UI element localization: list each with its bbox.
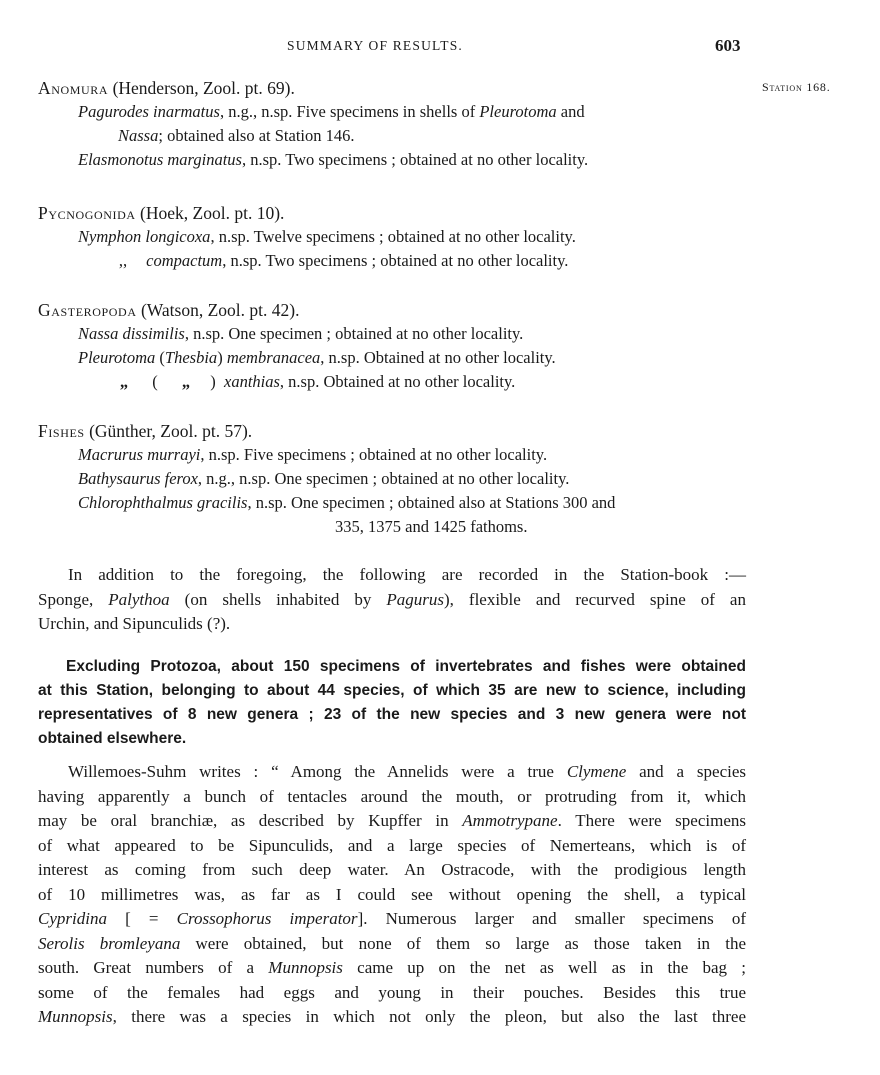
entry-text: , n.sp. One specimen ; obtained at no other locality.: [184, 324, 524, 343]
entry-text: , n.sp. Twelve specimens ; obtained at no other locality.: [210, 227, 576, 246]
species-entry: [38, 346, 758, 370]
species-name: Macrurus murrayi: [78, 445, 201, 464]
station-summary-paragraph: [38, 655, 746, 751]
section-pycnogonida: [38, 201, 758, 273]
ditto-mark: ,,: [118, 251, 128, 270]
text-run: Sponge,: [38, 589, 109, 609]
section-reference: (Henderson, Zool. pt. 69).: [108, 78, 295, 98]
section-heading: [38, 201, 758, 225]
section-name: Gasteropoda: [38, 300, 137, 320]
section-anomura: [38, 76, 758, 172]
species-entry-continuation: [38, 515, 758, 539]
entry-text: , n.sp. Obtained at no other locality.: [320, 348, 556, 367]
section-heading: [38, 419, 758, 443]
running-head-title: SUMMARY OF RESULTS.: [287, 38, 463, 53]
species-name: Pagurodes inarmatus: [78, 102, 220, 121]
text-line: Urchin, and Sipunculids (?).: [38, 614, 231, 633]
text-run: (on shells inhabited by: [169, 589, 387, 609]
text-line: [38, 588, 746, 613]
species-name: compactum: [146, 251, 223, 270]
text-run: and a species: [626, 762, 746, 781]
text-line: [38, 907, 746, 932]
entry-text: (: [155, 348, 165, 367]
entry-text: , n.sp. Obtained at no other locality.: [279, 372, 516, 391]
text-line: of 10 millimetres was, as far as I could see without opening the shell, a typical: [38, 884, 746, 904]
species-name: Pleurotoma: [479, 102, 557, 121]
species-name: Elasmonotus marginatus: [78, 150, 242, 169]
species-name: Munnopsis: [38, 1007, 113, 1026]
species-name: Ammotrypane: [462, 811, 558, 830]
species-entry: [38, 249, 758, 273]
text-line: at this Station, belonging to about 44 species, of which 35 are new to science, including: [38, 682, 746, 699]
section-heading: [38, 298, 758, 322]
text-run: may be oral branchiæ, as described by Kupffer in: [38, 811, 463, 830]
entry-text: , n.g., n.sp. Five specimens in shells of: [219, 102, 480, 121]
species-name: Pagurus: [386, 589, 444, 609]
text-line: [38, 932, 746, 957]
species-name: Bathysaurus ferox: [78, 469, 198, 488]
running-head: [0, 36, 880, 58]
entry-text: , n.sp. Five specimens ; obtained at no other locality.: [200, 445, 548, 464]
text-line: [38, 809, 746, 834]
section-fishes: [38, 419, 758, 539]
entry-text: ): [217, 348, 227, 367]
open-paren: (: [152, 372, 158, 391]
species-name: Nassa dissimilis: [78, 324, 185, 343]
entry-text: and: [556, 102, 585, 121]
entry-text: ; obtained also at Station 146.: [158, 126, 355, 145]
species-name: Munnopsis: [268, 958, 343, 977]
station-book-paragraph: [38, 563, 746, 637]
text-line: interest as coming from such deep water. An Ostracode, with the prodigious length: [38, 860, 746, 879]
text-line: [38, 760, 746, 785]
text-run: ]. Numerous larger and smaller specimens of: [357, 909, 747, 928]
entry-text: , n.sp. Two specimens ; obtained at no other locality.: [222, 251, 569, 270]
species-name: Palythoa: [108, 589, 170, 609]
species-name: Clymene: [566, 762, 627, 781]
section-name: Anomura: [38, 78, 109, 98]
text-run: , there was a species in which not only the pleon, but also the last three: [112, 1007, 746, 1026]
species-name: Nassa: [118, 126, 159, 145]
text-run: were obtained, but none of them so large as those taken in the: [180, 933, 746, 953]
text-line: obtained elsewhere.: [38, 730, 187, 747]
close-paren: ): [210, 372, 216, 391]
text-line: [38, 956, 746, 981]
section-reference: (Günther, Zool. pt. 57).: [84, 421, 253, 441]
text-line: In addition to the foregoing, the following are recorded in the Station-book :—: [68, 565, 746, 584]
species-entry: [38, 322, 758, 346]
species-entry: [38, 100, 758, 124]
text-run: . There were specimens: [557, 811, 746, 830]
species-name: Cypridina: [38, 909, 107, 928]
text-run: [ =: [106, 909, 177, 928]
species-name: membranacea: [226, 348, 321, 367]
ditto-mark: „: [119, 372, 129, 391]
text-run: came up on the net as well as in the bag ;: [342, 958, 746, 977]
text-line: some of the females had eggs and young in their pouches. Besides this true: [38, 982, 746, 1002]
text-line: representatives of 8 new genera ; 23 of the new species and 3 new genera were not: [38, 706, 746, 723]
species-entry: [38, 491, 758, 515]
entry-text: , n.g., n.sp. One specimen ; obtained at no other locality.: [197, 469, 570, 488]
entry-text: , n.sp. One specimen ; obtained also at Stations 300 and: [247, 493, 616, 512]
species-entry-continuation: [38, 124, 758, 148]
species-name: Nymphon longicoxa: [78, 227, 211, 246]
section-reference: (Hoek, Zool. pt. 10).: [135, 203, 285, 223]
species-name: Thesbia: [164, 348, 218, 367]
section-heading: [38, 76, 758, 100]
species-entry: [38, 370, 758, 394]
text-run: ), flexible and recurved spine of an: [443, 589, 746, 609]
species-name: Crossophorus imperator: [176, 909, 358, 928]
page-number: 603: [715, 36, 741, 55]
species-name: Chlorophthalmus gracilis: [78, 493, 248, 512]
species-entry: [38, 148, 758, 172]
ditto-mark: „: [181, 372, 191, 391]
willemoes-suhm-paragraph: [38, 760, 746, 1030]
species-name: Serolis bromleyana: [38, 933, 181, 953]
entry-text: 335, 1375 and 1425 fathoms.: [335, 517, 528, 536]
section-name: Pycnogonida: [38, 203, 136, 223]
species-name: Pleurotoma: [78, 348, 156, 367]
section-name: Fishes: [38, 421, 85, 441]
species-entry: [38, 443, 758, 467]
species-entry: [38, 225, 758, 249]
station-margin-note: Station 168.: [762, 80, 831, 94]
text-line: Excluding Protozoa, about 150 specimens of invertebrates and fishes were obtained: [66, 658, 746, 675]
text-run: Willemoes-Suhm writes : “ Among the Annelids were a true: [68, 762, 567, 781]
text-line: of what appeared to be Sipunculids, and a large species of Nemerteans, which is of: [38, 835, 746, 855]
section-reference: (Watson, Zool. pt. 42).: [136, 300, 300, 320]
entry-text: , n.sp. Two specimens ; obtained at no other locality.: [241, 150, 589, 169]
section-gasteropoda: [38, 298, 758, 394]
text-line: having apparently a bunch of tentacles around the mouth, or protruding from it, which: [38, 786, 746, 806]
species-entry: [38, 467, 758, 491]
text-line: [38, 1005, 746, 1030]
text-run: south. Great numbers of a: [38, 958, 269, 977]
species-name: xanthias: [224, 372, 280, 391]
